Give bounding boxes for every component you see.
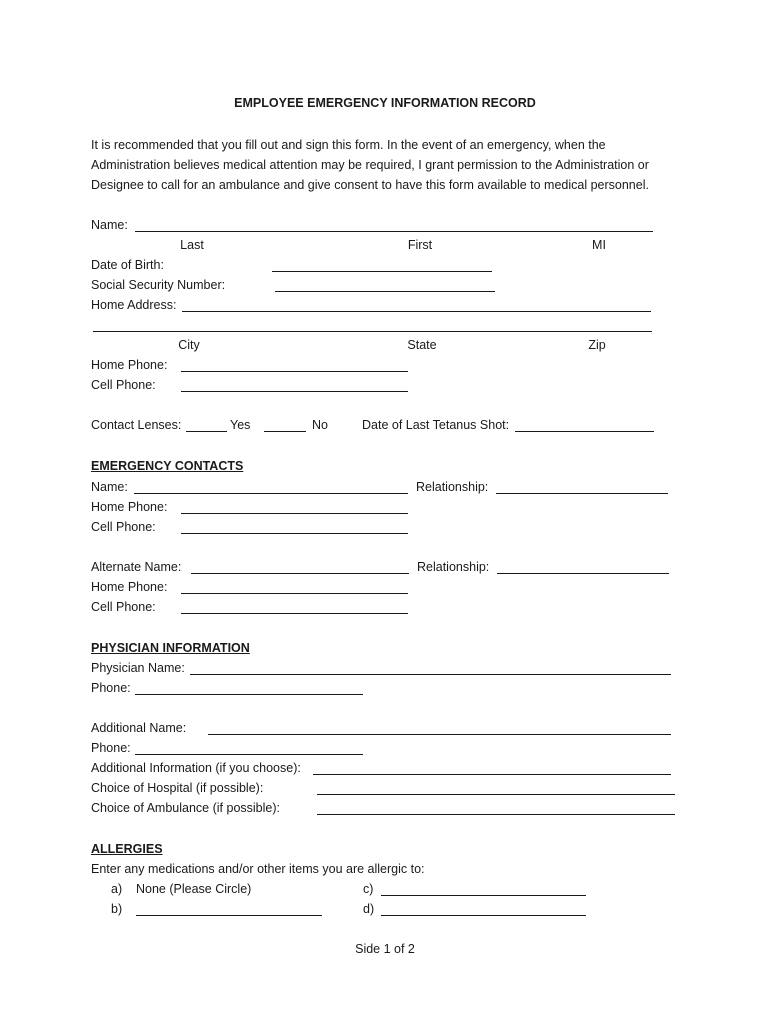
name-field[interactable] (135, 231, 653, 232)
hospital-field[interactable] (317, 794, 675, 795)
form-title: EMPLOYEE EMERGENCY INFORMATION RECORD (234, 96, 536, 110)
allergy-a-none-option[interactable]: None (Please Circle) (136, 882, 252, 896)
physician-phone-field[interactable] (135, 694, 363, 695)
emergency-relationship-field[interactable] (496, 493, 668, 494)
alternate-relationship-field[interactable] (497, 573, 669, 574)
contact-lenses-no-field[interactable] (264, 431, 306, 432)
address-zip-caption: Zip (588, 338, 606, 352)
emergency-cell-phone-field[interactable] (181, 533, 408, 534)
alternate-cell-phone-label: Cell Phone: (91, 600, 156, 614)
allergy-a-marker: a) (111, 882, 123, 896)
emergency-name-label: Name: (91, 480, 128, 494)
intro-line-1: It is recommended that you fill out and sign this form. In the event of an emergency, when the (91, 138, 606, 152)
additional-information-field[interactable] (313, 774, 671, 775)
physician-phone-label: Phone: (91, 681, 131, 695)
alternate-name-label: Alternate Name: (91, 560, 182, 574)
address-field-2[interactable] (93, 331, 652, 332)
physician-name-label: Physician Name: (91, 661, 185, 675)
tetanus-field[interactable] (515, 431, 654, 432)
additional-name-field[interactable] (208, 734, 671, 735)
allergies-prompt: Enter any medications and/or other items you are allergic to: (91, 862, 425, 876)
allergies-heading: ALLERGIES (91, 842, 163, 856)
name-first-caption: First (407, 238, 433, 252)
name-label: Name: (91, 218, 128, 232)
dob-field[interactable] (272, 271, 492, 272)
allergy-d-marker: d) (363, 902, 375, 916)
ssn-label: Social Security Number: (91, 278, 226, 292)
alternate-home-phone-field[interactable] (181, 593, 408, 594)
allergy-c-field[interactable] (381, 895, 586, 896)
cell-phone-field[interactable] (181, 391, 408, 392)
ambulance-label: Choice of Ambulance (if possible): (91, 801, 280, 815)
name-mi-caption: MI (592, 238, 606, 252)
emergency-cell-phone-label: Cell Phone: (91, 520, 156, 534)
emergency-home-phone-field[interactable] (181, 513, 408, 514)
additional-information-label: Additional Information (if you choose): (91, 761, 301, 775)
allergy-b-marker: b) (111, 902, 123, 916)
allergy-c-marker: c) (363, 882, 374, 896)
additional-phone-label: Phone: (91, 741, 131, 755)
contact-lenses-no-label: No (312, 418, 328, 432)
alternate-home-phone-label: Home Phone: (91, 580, 168, 594)
alternate-cell-phone-field[interactable] (181, 613, 408, 614)
page-number: Side 1 of 2 (355, 942, 415, 956)
address-state-caption: State (407, 338, 437, 352)
intro-line-3: Designee to call for an ambulance and give consent to have this form available to medical personnel. (91, 178, 649, 192)
home-phone-label: Home Phone: (91, 358, 168, 372)
emergency-relationship-label: Relationship: (416, 480, 489, 494)
tetanus-label: Date of Last Tetanus Shot: (362, 418, 510, 432)
ssn-field[interactable] (275, 291, 495, 292)
emergency-name-field[interactable] (134, 493, 408, 494)
emergency-contacts-heading: EMERGENCY CONTACTS (91, 459, 244, 473)
emergency-home-phone-label: Home Phone: (91, 500, 168, 514)
allergy-b-field[interactable] (136, 915, 322, 916)
address-city-caption: City (178, 338, 200, 352)
address-field-1[interactable] (182, 311, 651, 312)
intro-line-2: Administration believes medical attention may be required, I grant permission to the Administration or (91, 158, 649, 172)
alternate-relationship-label: Relationship: (417, 560, 490, 574)
address-label: Home Address: (91, 298, 177, 312)
ambulance-field[interactable] (317, 814, 675, 815)
physician-name-field[interactable] (190, 674, 671, 675)
hospital-label: Choice of Hospital (if possible): (91, 781, 264, 795)
additional-phone-field[interactable] (135, 754, 363, 755)
additional-name-label: Additional Name: (91, 721, 187, 735)
contact-lenses-yes-label: Yes (230, 418, 251, 432)
home-phone-field[interactable] (181, 371, 408, 372)
allergy-d-field[interactable] (381, 915, 586, 916)
contact-lenses-yes-field[interactable] (186, 431, 227, 432)
cell-phone-label: Cell Phone: (91, 378, 156, 392)
alternate-name-field[interactable] (191, 573, 409, 574)
physician-information-heading: PHYSICIAN INFORMATION (91, 641, 250, 655)
name-last-caption: Last (180, 238, 204, 252)
contact-lenses-label: Contact Lenses: (91, 418, 182, 432)
dob-label: Date of Birth: (91, 258, 164, 272)
